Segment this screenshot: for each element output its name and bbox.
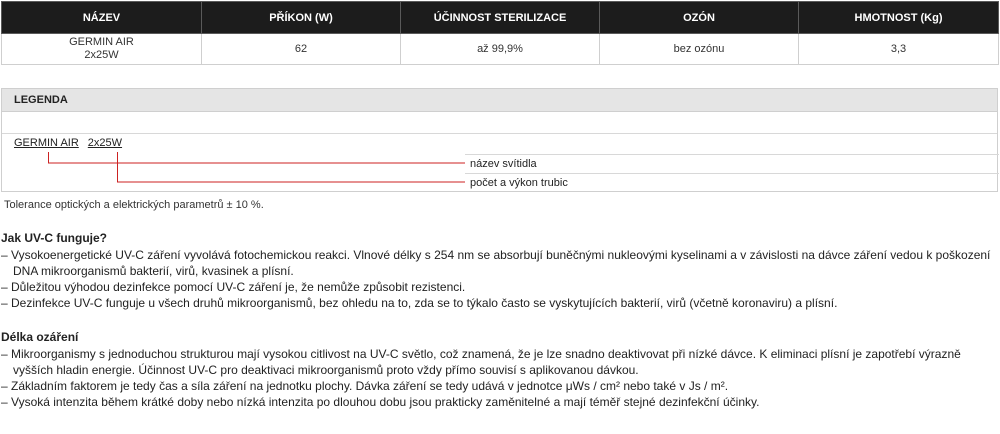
section-how-title: Jak UV-C funguje?	[1, 231, 108, 245]
legend-diagram	[2, 134, 997, 192]
legend-spacer-row	[2, 112, 997, 134]
list-item: – Vysokoenergetické UV-C záření vyvolává fotochemickou reakci. Vlnové délky s 254 nm se absorbují buněčnými nukleovými kyselinami a v závislosti na dávce záření vedou k poškození DNA mikroorganismů bakterií, virů, kvasinek a plísní.	[1, 248, 991, 278]
header-weight: HMOTNOST (Kg)	[799, 2, 999, 34]
section-how-list	[1, 247, 991, 311]
table-row	[2, 34, 999, 65]
legend-title: LEGENDA	[2, 89, 997, 112]
cell-weight: 3,3	[799, 34, 999, 65]
list-item: – Vysoká intenzita během krátké doby nebo nízká intenzita po dlouhou dobu jsou prakticky zaměnitelné a mají téměř stejné dezinfekční účinky.	[1, 395, 760, 409]
spec-table	[1, 1, 999, 65]
header-efficiency: ÚČINNOST STERILIZACE	[401, 2, 600, 34]
cell-efficiency: až 99,9%	[401, 34, 600, 65]
cell-name-line1: GERMIN AIR	[69, 36, 134, 48]
header-power: PŘÍKON (W)	[202, 2, 401, 34]
connector-name-line	[49, 152, 466, 163]
list-item: – Dezinfekce UV-C funguje u všech druhů mikroorganismů, bez ohledu na to, zda se to týkalo často se vyskytujících bakterií, virů (včetně koronaviru) a plísní.	[1, 296, 838, 310]
legend-connector-lines	[2, 134, 472, 192]
cell-power: 62	[202, 34, 401, 65]
spec-table-header-row	[2, 2, 999, 34]
cell-ozone: bez ozónu	[600, 34, 799, 65]
header-name: NÁZEV	[2, 2, 202, 34]
section-exposure-title: Délka ozáření	[1, 330, 79, 344]
section-exposure-list	[1, 346, 991, 410]
cell-name-line2: 2x25W	[84, 49, 119, 61]
legend-code-name: GERMIN AIR	[14, 137, 79, 149]
list-item: – Základním faktorem je tedy čas a síla záření na jednotku plochy. Dávka záření se tedy udává v jednotce μWs / cm² nebo také v Js / m².	[1, 379, 729, 393]
legend-box	[1, 88, 998, 192]
legend-desc-power: počet a výkon trubic	[465, 173, 999, 192]
tolerance-note: Tolerance optických a elektrických parametrů ± 10 %.	[4, 199, 264, 211]
connector-power-line	[118, 152, 466, 182]
list-item: – Mikroorganismy s jednoduchou strukturou mají vysokou citlivost na UV-C světlo, což znamená, že je lze snadno deaktivovat při nízké dávce. K eliminaci plísní je zapotřebí výrazně vyšších hladin energie. Účinnost UV-C pro deaktivaci mikroorganismů proto vždy přímo souvisí s aplikovanou dávkou.	[1, 347, 961, 377]
legend-desc-name: název svítidla	[465, 154, 999, 173]
list-item: – Důležitou výhodou dezinfekce pomocí UV-C záření je, že nemůže způsobit rezistenci.	[1, 280, 466, 294]
cell-name	[2, 34, 202, 65]
header-ozone: OZÓN	[600, 2, 799, 34]
legend-code-power: 2x25W	[87, 137, 123, 149]
